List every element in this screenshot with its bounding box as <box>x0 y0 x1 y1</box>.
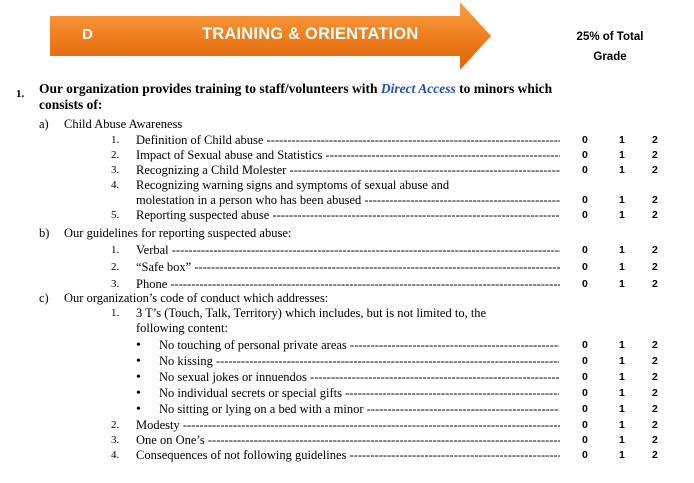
item-number: 1. <box>111 134 120 146</box>
score-2[interactable]: 2 <box>652 419 658 431</box>
score-1[interactable]: 1 <box>619 387 625 399</box>
score-2[interactable]: 2 <box>652 244 658 256</box>
score-0[interactable]: 0 <box>582 149 588 161</box>
score-0[interactable]: 0 <box>582 278 588 290</box>
item-number: 3. <box>111 278 120 290</box>
list-item <box>0 178 694 193</box>
bullet-item <box>0 386 694 401</box>
item-text: One on One’s ----- <box>136 433 560 448</box>
list-item-continuation <box>0 321 694 336</box>
item-text: Modesty ----- <box>136 418 560 433</box>
question-text-after: to minors which consists of: <box>39 81 553 112</box>
item-number: 2. <box>111 149 120 161</box>
score-2[interactable]: 2 <box>652 449 658 461</box>
bullet-text: No individual secrets or special gifts ----- <box>159 386 559 401</box>
item-number: 1. <box>111 244 120 256</box>
item-text: “Safe box” ----- <box>136 260 560 275</box>
bullet-item <box>0 338 694 353</box>
item-number: 4. <box>111 179 120 191</box>
score-2[interactable]: 2 <box>652 371 658 383</box>
section-label: a) <box>39 117 49 131</box>
bullet-item <box>0 370 694 385</box>
bullet-icon: • <box>136 370 141 385</box>
section-label: b) <box>39 226 50 240</box>
section-title: TRAINING & ORIENTATION <box>202 25 419 43</box>
bullet-text: No touching of personal private areas ----- <box>159 338 559 353</box>
score-1[interactable]: 1 <box>619 261 625 273</box>
score-0[interactable]: 0 <box>582 403 588 415</box>
score-1[interactable]: 1 <box>619 194 625 206</box>
score-1[interactable]: 1 <box>619 355 625 367</box>
score-0[interactable]: 0 <box>582 261 588 273</box>
question-number: 1. <box>16 88 25 100</box>
score-2[interactable]: 2 <box>652 403 658 415</box>
list-item <box>0 208 694 223</box>
bullet-item <box>0 402 694 417</box>
bullet-icon: • <box>136 402 141 417</box>
section-c-header <box>0 291 694 306</box>
item-number: 1. <box>111 307 120 319</box>
grade-weight-line1: 25% of Total <box>576 31 644 43</box>
section-b-header <box>0 226 694 241</box>
item-text-line2: following content: <box>136 321 228 335</box>
item-number: 3. <box>111 164 120 176</box>
item-text: Impact of Sexual abuse and Statistics ----- <box>136 148 560 163</box>
score-2[interactable]: 2 <box>652 261 658 273</box>
section-letter: D <box>82 26 93 43</box>
score-1[interactable]: 1 <box>619 449 625 461</box>
bullet-text: No sexual jokes or innuendos ----- <box>159 370 559 385</box>
item-text: Reporting suspected abuse ----- <box>136 208 560 223</box>
score-0[interactable]: 0 <box>582 134 588 146</box>
section-label: c) <box>39 291 49 305</box>
score-0[interactable]: 0 <box>582 194 588 206</box>
score-2[interactable]: 2 <box>652 387 658 399</box>
list-item <box>0 448 694 463</box>
score-1[interactable]: 1 <box>619 403 625 415</box>
item-text: 3 T’s (Touch, Talk, Territory) which includes, but is not limited to, the <box>136 306 487 320</box>
section-title: Child Abuse Awareness <box>64 117 183 131</box>
grade-weight-line2: Grade <box>593 51 627 63</box>
item-text: Consequences of not following guidelines ----- <box>136 448 560 463</box>
question-text-before: Our organization provides training to staff/volunteers with <box>39 81 381 96</box>
section-a-header <box>0 117 694 132</box>
score-1[interactable]: 1 <box>619 209 625 221</box>
list-item <box>0 243 694 258</box>
item-number: 4. <box>111 449 120 461</box>
score-0[interactable]: 0 <box>582 164 588 176</box>
section-title: Our organization’s code of conduct which addresses: <box>64 291 329 305</box>
item-text: Recognizing warning signs and symptoms of sexual abuse and <box>136 178 450 192</box>
score-1[interactable]: 1 <box>619 149 625 161</box>
item-text: Recognizing a Child Molester ----- <box>136 163 560 178</box>
score-0[interactable]: 0 <box>582 209 588 221</box>
list-item <box>0 148 694 163</box>
section-title: Our guidelines for reporting suspected abuse: <box>64 226 292 240</box>
score-0[interactable]: 0 <box>582 244 588 256</box>
score-1[interactable]: 1 <box>619 339 625 351</box>
bullet-text: No kissing ----- <box>159 354 559 369</box>
item-number: 3. <box>111 434 120 446</box>
score-1[interactable]: 1 <box>619 371 625 383</box>
score-0[interactable]: 0 <box>582 355 588 367</box>
bullet-icon: • <box>136 386 141 401</box>
bullet-item <box>0 354 694 369</box>
score-2[interactable]: 2 <box>652 194 658 206</box>
list-item <box>0 418 694 433</box>
score-0[interactable]: 0 <box>582 339 588 351</box>
score-1[interactable]: 1 <box>619 244 625 256</box>
score-2[interactable]: 2 <box>652 164 658 176</box>
score-2[interactable]: 2 <box>652 434 658 446</box>
bullet-icon: • <box>136 354 141 369</box>
question-highlight: Direct Access <box>380 81 456 96</box>
item-text: Verbal ----- <box>136 243 560 258</box>
score-0[interactable]: 0 <box>582 449 588 461</box>
item-number: 5. <box>111 209 120 221</box>
score-1[interactable]: 1 <box>619 164 625 176</box>
score-0[interactable]: 0 <box>582 371 588 383</box>
list-item <box>0 133 694 148</box>
score-0[interactable]: 0 <box>582 387 588 399</box>
score-2[interactable]: 2 <box>652 278 658 290</box>
grade-weight <box>560 27 660 67</box>
score-1[interactable]: 1 <box>619 419 625 431</box>
list-item-continuation <box>0 193 694 208</box>
bullet-icon: • <box>136 338 141 353</box>
list-item <box>0 260 694 275</box>
score-2[interactable]: 2 <box>652 134 658 146</box>
list-item <box>0 277 694 292</box>
item-text: Definition of Child abuse ----- <box>136 133 560 148</box>
score-2[interactable]: 2 <box>652 209 658 221</box>
score-1[interactable]: 1 <box>619 434 625 446</box>
item-number: 2. <box>111 419 120 431</box>
list-item <box>0 163 694 178</box>
score-2[interactable]: 2 <box>652 339 658 351</box>
score-2[interactable]: 2 <box>652 149 658 161</box>
score-1[interactable]: 1 <box>619 278 625 290</box>
bullet-text: No sitting or lying on a bed with a minor ----- <box>159 402 559 417</box>
item-number: 2. <box>111 261 120 273</box>
list-item <box>0 433 694 448</box>
list-item <box>0 306 694 321</box>
question-text <box>39 81 579 113</box>
score-0[interactable]: 0 <box>582 419 588 431</box>
score-1[interactable]: 1 <box>619 134 625 146</box>
score-2[interactable]: 2 <box>652 355 658 367</box>
score-0[interactable]: 0 <box>582 434 588 446</box>
item-text-line2: molestation in a person who has been abused ----- <box>136 193 560 208</box>
item-text: Phone ----- <box>136 277 560 292</box>
